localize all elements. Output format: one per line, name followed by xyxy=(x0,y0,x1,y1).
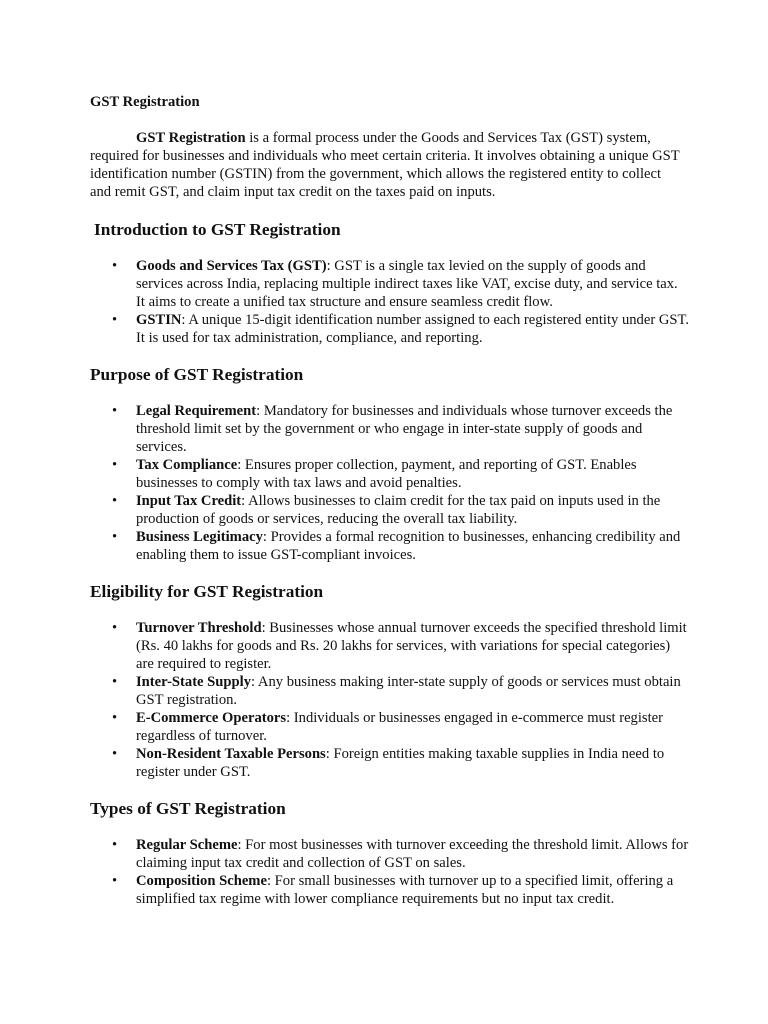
purpose-list xyxy=(90,402,690,564)
list-item-term: Regular Scheme xyxy=(136,837,238,853)
list-item-term: Tax Compliance xyxy=(136,457,238,473)
list-item xyxy=(90,836,690,872)
list-item-text: : Ensures proper collection, payment, and reporting of GST. Enables businesses to comply with tax laws and avoid penalties. xyxy=(136,457,637,491)
list-item-text: : For most businesses with turnover exceeding the threshold limit. Allows for claiming input tax credit and collection of GST on sales. xyxy=(136,837,689,871)
list-item-text: : Businesses whose annual turnover exceeds the specified threshold limit (Rs. 40 lakhs for goods and Rs. 20 lakhs for services, with variations for special categories) are required to register. xyxy=(136,620,687,672)
eligibility-list xyxy=(90,619,690,781)
list-item-text: : Allows businesses to claim credit for the tax paid on inputs used in the production of goods or services, reducing the overall tax liability. xyxy=(136,493,661,527)
list-item-term: Non-Resident Taxable Persons xyxy=(136,746,326,762)
list-item xyxy=(90,709,690,745)
list-item-text: : Foreign entities making taxable supplies in India need to register under GST. xyxy=(136,746,665,780)
section-heading-introduction: Introduction to GST Registration xyxy=(94,220,341,239)
list-item xyxy=(90,492,690,528)
section-heading-eligibility: Eligibility for GST Registration xyxy=(90,582,324,601)
list-item-term: E-Commerce Operators xyxy=(136,710,287,726)
section-heading-purpose: Purpose of GST Registration xyxy=(90,365,304,384)
list-item-text: : Mandatory for businesses and individuals whose turnover exceeds the threshold limit set by the government or who engage in inter-state supply of goods and services. xyxy=(136,403,673,455)
types-list xyxy=(90,836,690,908)
list-item-term: Goods and Services Tax (GST) xyxy=(136,258,327,274)
list-item-text: : GST is a single tax levied on the supply of goods and services across India, replacing multiple indirect taxes like VAT, excise duty, and service tax. It aims to create a unified tax structure and ensure seamless credit flow. xyxy=(136,258,678,310)
list-item xyxy=(90,745,690,781)
list-item-text: : Any business making inter-state supply of goods or services must obtain GST registration. xyxy=(136,674,681,708)
list-item xyxy=(90,257,690,311)
list-item xyxy=(90,528,690,564)
list-item xyxy=(90,673,690,709)
list-item-term: Composition Scheme xyxy=(136,873,267,889)
list-item xyxy=(90,311,690,347)
list-item-text: : Provides a formal recognition to businesses, enhancing credibility and enabling them to issue GST-compliant invoices. xyxy=(136,529,681,563)
list-item-text: : For small businesses with turnover up to a specified limit, offering a simplified tax regime with lower compliance requirements but no input tax credit. xyxy=(136,873,674,907)
list-item xyxy=(90,402,690,456)
document-title: GST Registration xyxy=(90,94,200,110)
list-item xyxy=(90,619,690,673)
introduction-list xyxy=(90,257,690,347)
list-item xyxy=(90,456,690,492)
list-item-term: Input Tax Credit xyxy=(136,493,242,509)
list-item-term: GSTIN xyxy=(136,312,182,328)
list-item-term: Turnover Threshold xyxy=(136,620,262,636)
list-item-text: : A unique 15-digit identification number assigned to each registered entity under GST. It is used for tax administration, compliance, and reporting. xyxy=(136,312,689,346)
list-item-term: Business Legitimacy xyxy=(136,529,263,545)
section-heading-types: Types of GST Registration xyxy=(90,799,286,818)
list-item-term: Legal Requirement xyxy=(136,403,257,419)
list-item xyxy=(90,872,690,908)
list-item-text: : Individuals or businesses engaged in e-commerce must register regardless of turnover. xyxy=(136,710,663,744)
intro-text: is a formal process under the Goods and Services Tax (GST) system, required for businesses and individuals who meet certain criteria. It involves obtaining a unique GST identification number (GSTIN) from the government, which allows the registered entity to collect and remit GST, and claim input tax credit on the taxes paid on inputs. xyxy=(90,130,680,200)
intro-lead-term: GST Registration xyxy=(136,130,246,146)
intro-paragraph xyxy=(90,129,680,201)
list-item-term: Inter-State Supply xyxy=(136,674,252,690)
